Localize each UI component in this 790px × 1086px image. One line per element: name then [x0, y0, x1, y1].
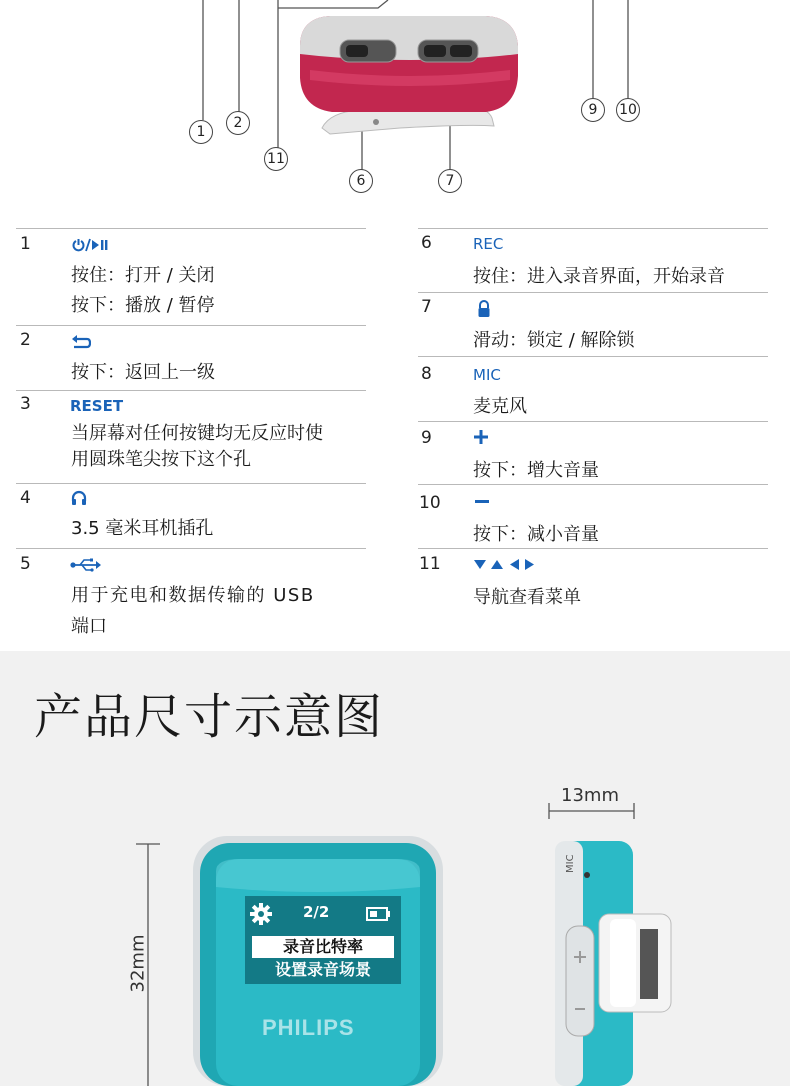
divider	[418, 548, 768, 549]
screen-menu-item: 设置录音场景	[274, 960, 371, 979]
device-dimension-illustration	[0, 651, 790, 1086]
spec-number: 10	[419, 493, 441, 513]
spec-desc: 当屏幕对任何按键均无反应时使	[71, 423, 323, 444]
back-icon	[71, 335, 91, 349]
callout-7: 7	[438, 169, 462, 193]
power-play-pause-icon	[71, 238, 115, 252]
spec-number: 2	[20, 330, 31, 350]
spec-desc: 按下：播放 / 暂停	[71, 295, 215, 316]
callout-2: 2	[226, 111, 250, 135]
spec-number: 11	[419, 554, 441, 574]
divider	[16, 390, 366, 391]
device-top-illustration	[0, 0, 790, 215]
headphone-icon	[71, 490, 87, 506]
usb-icon	[70, 558, 102, 572]
divider	[418, 356, 768, 357]
divider	[16, 483, 366, 484]
button-spec-table	[0, 228, 790, 648]
divider	[418, 292, 768, 293]
divider	[16, 228, 366, 229]
divider	[16, 325, 366, 326]
brand-logo: PHILIPS	[262, 1015, 355, 1040]
width-dimension-label: 13mm	[561, 785, 619, 806]
callout-1: 1	[189, 120, 213, 144]
dimension-section	[0, 651, 790, 1086]
spec-desc: 用于充电和数据传输的 USB	[71, 585, 315, 606]
screen-menu-selected: 录音比特率	[282, 937, 363, 956]
spec-desc: 端口	[71, 616, 107, 637]
spec-number: 4	[20, 488, 31, 508]
spec-desc: 3.5 毫米耳机插孔	[71, 518, 214, 539]
minus-icon	[475, 500, 489, 504]
height-dimension-label: 32mm	[127, 934, 149, 993]
spec-desc: 按下：返回上一级	[71, 362, 215, 383]
screen-page-indicator: 2/2	[303, 903, 330, 921]
gear-icon	[250, 903, 272, 925]
divider	[418, 421, 768, 422]
callout-11: 11	[264, 147, 288, 171]
spec-desc: 按住：打开 / 关闭	[71, 265, 215, 286]
spec-number: 6	[421, 233, 432, 253]
spec-desc: 麦克风	[473, 396, 527, 417]
callout-6: 6	[349, 169, 373, 193]
reset-label: RESET	[70, 397, 124, 415]
rec-label: REC	[473, 235, 504, 253]
spec-number: 5	[20, 554, 31, 574]
spec-number: 9	[421, 428, 432, 448]
spec-desc: 导航查看菜单	[473, 587, 581, 608]
divider	[16, 548, 366, 549]
plus-icon	[474, 430, 488, 444]
callout-10: 10	[616, 98, 640, 122]
spec-desc: 用圆珠笔尖按下这个孔	[71, 449, 251, 470]
spec-number: 3	[20, 394, 31, 414]
mic-port-label: MIC	[565, 854, 576, 873]
spec-number: 1	[20, 234, 31, 254]
spec-desc: 按下：减小音量	[473, 524, 599, 545]
spec-desc: 滑动：锁定 / 解除锁	[473, 330, 635, 351]
section-title: 产品尺寸示意图	[34, 689, 385, 745]
callout-9: 9	[581, 98, 605, 122]
nav-arrows-icon	[474, 558, 544, 572]
spec-desc: 按住：进入录音界面，开始录音	[473, 266, 725, 287]
spec-desc: 按下：增大音量	[473, 460, 599, 481]
mic-label: MIC	[473, 366, 501, 384]
divider	[418, 484, 768, 485]
device-diagram	[0, 0, 790, 215]
spec-number: 8	[421, 364, 432, 384]
divider	[418, 228, 768, 229]
lock-icon	[477, 300, 491, 318]
spec-number: 7	[421, 297, 432, 317]
